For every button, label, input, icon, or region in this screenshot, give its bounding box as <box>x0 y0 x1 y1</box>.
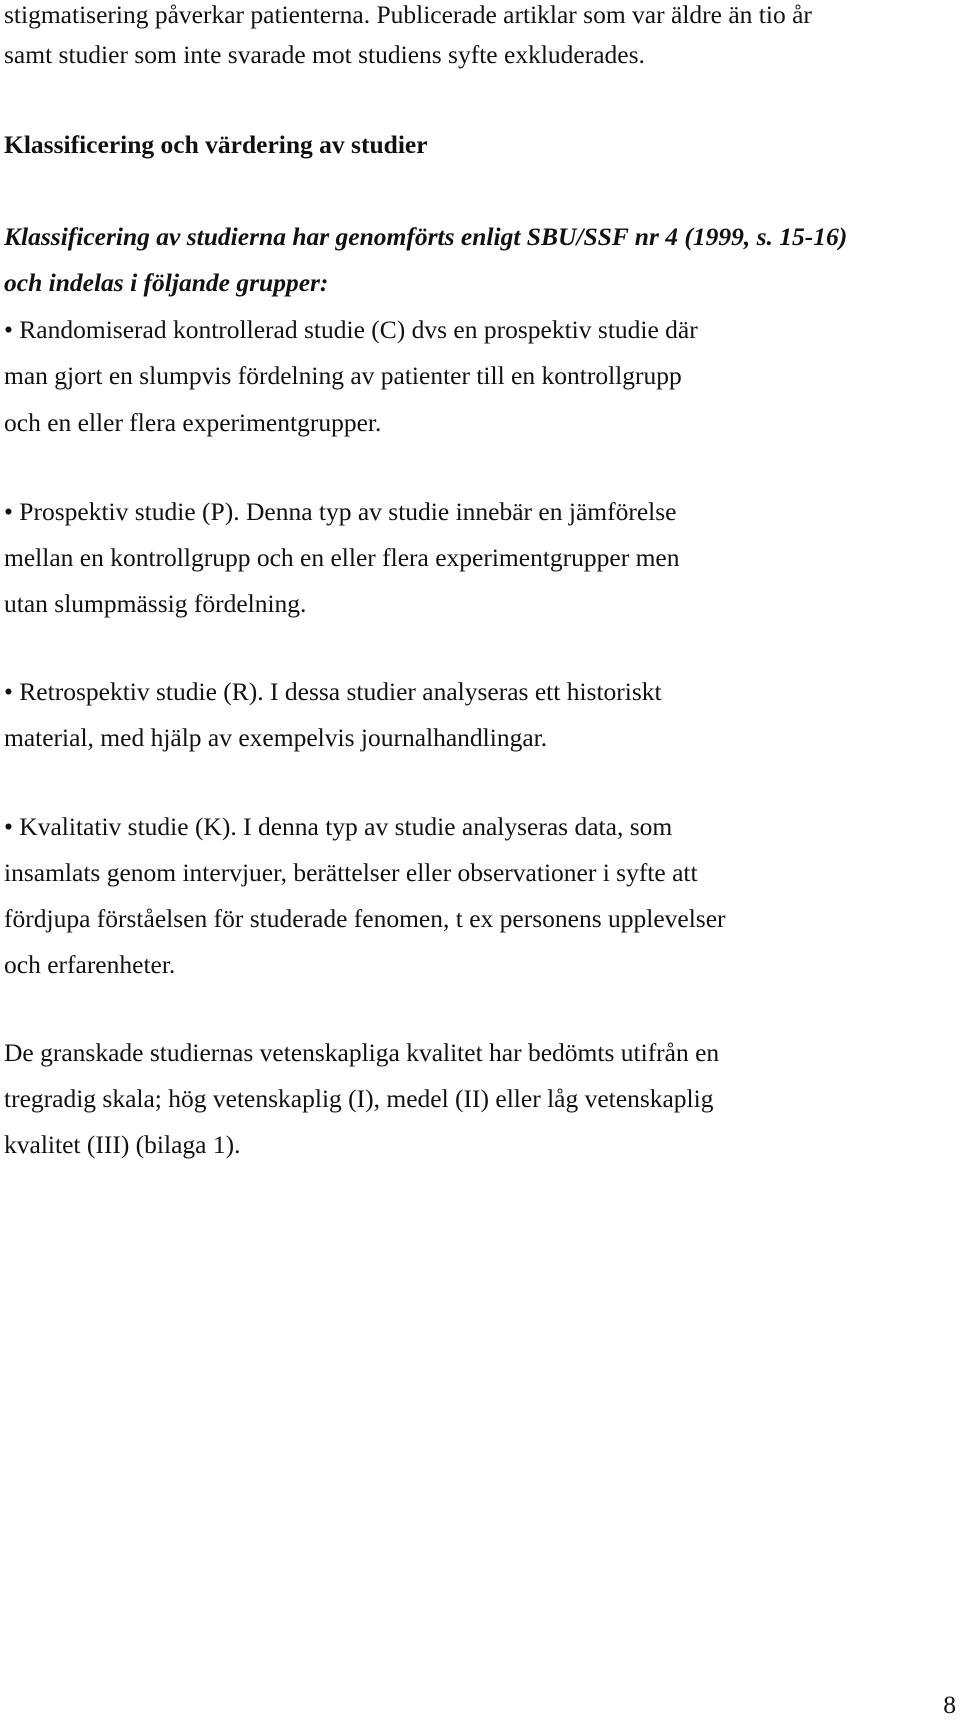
bullet-3-line-1: • Retrospektiv studie (R). I dessa studier analyseras ett historiskt <box>4 677 662 706</box>
bullet-2-line-1: • Prospektiv studie (P). Denna typ av studie innebär en jämförelse <box>4 497 677 526</box>
bullet-4-line-4: och erfarenheter. <box>4 950 176 979</box>
document-page <box>4 0 956 1734</box>
section-heading: Klassificering och värdering av studier <box>4 130 428 159</box>
bullet-2-line-3: utan slumpmässig fördelning. <box>4 589 307 618</box>
bullet-4-line-1: • Kvalitativ studie (K). I denna typ av studie analyseras data, som <box>4 812 673 841</box>
intro-line-1: stigmatisering påverkar patienterna. Publicerade artiklar som var äldre än tio år <box>4 0 812 29</box>
bullet-1-line-2: man gjort en slumpvis fördelning av patienter till en kontrollgrupp <box>4 361 682 390</box>
page-number: 8 <box>943 1690 956 1719</box>
section-subheading-line-2: och indelas i följande grupper: <box>4 268 329 297</box>
bullet-4-line-2: insamlats genom intervjuer, berättelser eller observationer i syfte att <box>4 858 698 887</box>
bullet-1-line-3: och en eller flera experimentgrupper. <box>4 408 382 437</box>
closing-line-1: De granskade studiernas vetenskapliga kvalitet har bedömts utifrån en <box>4 1038 720 1067</box>
bullet-1-line-1: • Randomiserad kontrollerad studie (C) dvs en prospektiv studie där <box>4 315 698 344</box>
section-subheading-line-1: Klassificering av studierna har genomförts enligt SBU/SSF nr 4 (1999, s. 15-16) <box>4 222 848 251</box>
closing-line-2: tregradig skala; hög vetenskaplig (I), medel (II) eller låg vetenskaplig <box>4 1084 714 1113</box>
intro-line-2: samt studier som inte svarade mot studiens syfte exkluderades. <box>4 40 645 69</box>
bullet-4-line-3: fördjupa förståelsen för studerade fenomen, t ex personens upplevelser <box>4 904 726 933</box>
bullet-3-line-2: material, med hjälp av exempelvis journalhandlingar. <box>4 723 548 752</box>
bullet-2-line-2: mellan en kontrollgrupp och en eller flera experimentgrupper men <box>4 543 680 572</box>
closing-line-3: kvalitet (III) (bilaga 1). <box>4 1130 241 1159</box>
